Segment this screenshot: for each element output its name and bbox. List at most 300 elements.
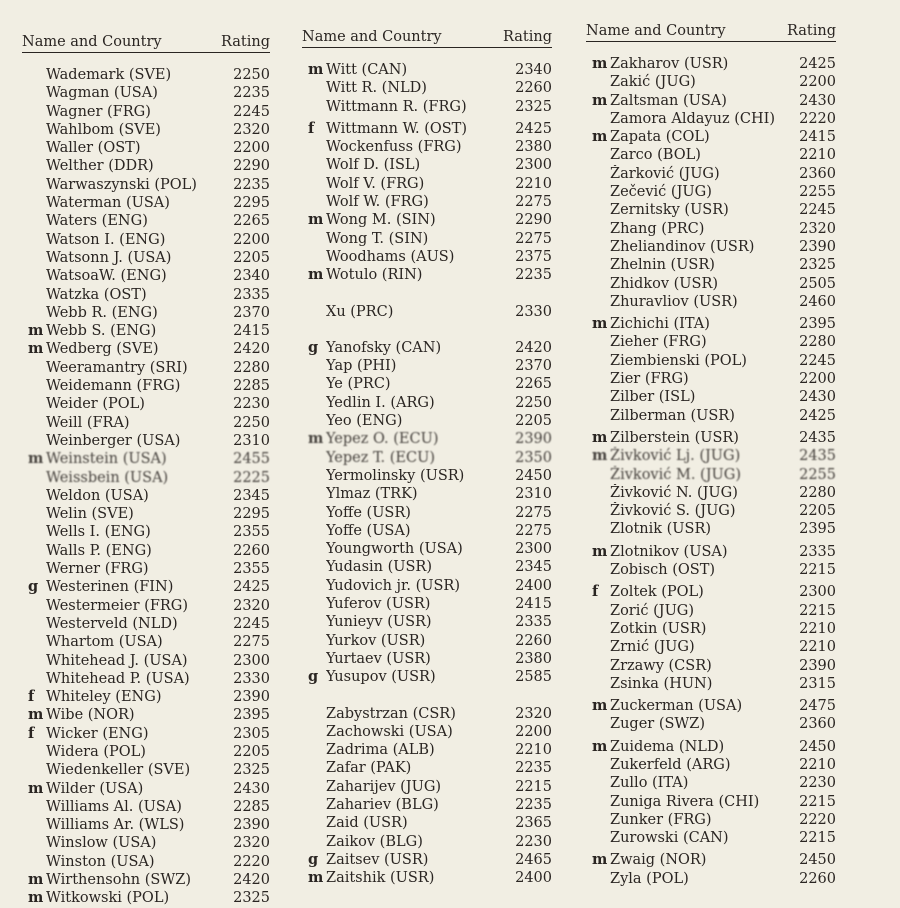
table-row: [302, 632, 552, 650]
title-marker: m: [28, 450, 44, 468]
header-rating: Rating: [503, 29, 552, 45]
title-marker: [22, 249, 46, 267]
title-marker: [22, 395, 46, 413]
title-marker: [302, 193, 326, 211]
player-name-country: Winslow (USA): [46, 835, 157, 852]
player-name-country: Zobisch (OST): [610, 562, 716, 579]
player-rating: 2380: [515, 650, 552, 667]
player-rating: 2300: [515, 157, 552, 174]
title-marker: [22, 487, 46, 505]
player-rating: 2415: [799, 129, 836, 146]
player-rating: 2325: [233, 762, 270, 779]
title-marker: [586, 756, 610, 774]
table-row: [302, 266, 552, 284]
player-name-country: Zrzawy (CSR): [610, 657, 712, 674]
table-row: [586, 128, 836, 146]
table-row: [22, 267, 270, 285]
player-rating: 2200: [233, 231, 270, 248]
title-marker: [302, 540, 326, 558]
title-marker: [22, 286, 46, 304]
player-name-country: Zilber (ISL): [610, 389, 696, 406]
player-name-country: Welther (DDR): [46, 158, 154, 175]
player-rating: 2245: [233, 615, 270, 632]
title-marker: m: [592, 542, 608, 560]
player-name-country: Woodhams (AUS): [326, 248, 455, 265]
player-name-country: Zaitshik (USR): [326, 870, 435, 887]
title-marker: [22, 798, 46, 816]
table-row: [586, 146, 836, 164]
player-name-country: Yoffe (USA): [326, 522, 411, 539]
player-rating: 2275: [233, 634, 270, 651]
player-rating: 2430: [799, 389, 836, 406]
player-name-country: Westerinen (FIN): [46, 579, 174, 596]
table-row: [586, 738, 836, 756]
player-rating: 2210: [799, 620, 836, 637]
player-name-country: Zadrima (ALB): [326, 742, 435, 759]
player-name-country: Zakharov (USR): [610, 56, 729, 72]
player-rating: 2260: [515, 80, 552, 97]
table-row: [22, 212, 270, 230]
player-rating: 2235: [515, 267, 552, 284]
player-rating: 2290: [233, 158, 270, 175]
table-row: [586, 73, 836, 91]
title-marker: [22, 84, 46, 102]
player-name-country: Whiteley (ENG): [46, 689, 162, 706]
title-marker: [22, 414, 46, 432]
player-name-country: Xu (PRC): [326, 303, 394, 320]
player-rating: 2320: [233, 121, 270, 138]
table-row: [302, 175, 552, 193]
player-name-country: Ziembienski (POL): [610, 352, 747, 369]
player-rating: 2345: [233, 487, 270, 504]
table-row: [586, 774, 836, 792]
title-marker: m: [28, 779, 44, 797]
player-rating: 2210: [799, 147, 836, 164]
title-marker: [22, 615, 46, 633]
title-marker: [22, 66, 46, 84]
table-row: [22, 432, 270, 450]
player-rating: 2280: [799, 334, 836, 351]
player-name-country: Wolf V. (FRG): [326, 175, 425, 192]
table-row: [302, 759, 552, 777]
player-name-country: Weldon (USA): [46, 487, 149, 504]
player-name-country: Zuniga Rivera (CHI): [610, 793, 760, 810]
player-rating: 2210: [799, 639, 836, 656]
title-marker: [22, 212, 46, 230]
player-rating: 2420: [515, 339, 552, 356]
player-rating: 2335: [799, 543, 836, 560]
table-row: [302, 650, 552, 668]
table-row: [22, 523, 270, 541]
table-row: [302, 833, 552, 851]
player-rating: 2215: [799, 602, 836, 619]
table-row: [586, 201, 836, 219]
title-marker: [22, 157, 46, 175]
title-marker: [586, 870, 610, 888]
player-name-country: Zukerfeld (ARG): [610, 756, 731, 773]
table-row: [302, 449, 552, 467]
table-row: [302, 485, 552, 503]
player-rating: 2395: [799, 316, 836, 333]
player-rating: 2275: [515, 504, 552, 521]
title-marker: m: [308, 430, 324, 448]
player-rating: 2320: [515, 705, 552, 722]
player-rating: 2420: [233, 872, 270, 889]
player-rating: 2200: [799, 371, 836, 388]
title-marker: [22, 834, 46, 852]
title-marker: m: [592, 55, 608, 72]
title-marker: [586, 220, 610, 238]
player-rating: 2400: [515, 870, 552, 887]
table-row: [22, 322, 270, 340]
title-marker: m: [592, 315, 608, 333]
table-row: [302, 741, 552, 759]
title-marker: [302, 522, 326, 540]
player-name-country: Ylmaz (TRK): [326, 486, 418, 503]
title-marker: [22, 505, 46, 523]
title-marker: [586, 183, 610, 201]
player-rating: 2210: [515, 742, 552, 759]
player-name-country: Zier (FRG): [610, 371, 689, 388]
table-row: [586, 811, 836, 829]
player-name-country: Zaitsev (USR): [326, 851, 429, 868]
table-row: [22, 889, 270, 907]
title-marker: [22, 560, 46, 578]
table-row: [22, 578, 270, 596]
table-row: [586, 697, 836, 715]
player-name-country: Yurkov (USR): [326, 632, 426, 649]
title-marker: [586, 829, 610, 847]
title-marker: m: [592, 447, 608, 465]
title-marker: m: [592, 91, 608, 109]
title-marker: m: [28, 706, 44, 724]
player-name-country: Zoltek (POL): [610, 584, 704, 601]
title-marker: [586, 352, 610, 370]
column-header: [586, 23, 836, 42]
player-rating: 2205: [799, 503, 836, 520]
title-marker: [586, 333, 610, 351]
player-rating: 2245: [799, 352, 836, 369]
player-name-country: Wittmann W. (OST): [326, 120, 468, 137]
player-name-country: Wells I. (ENG): [46, 524, 151, 541]
table-row: [22, 286, 270, 304]
player-name-country: Zečević (JUG): [610, 184, 712, 201]
player-rating: 2345: [515, 559, 552, 576]
title-marker: g: [308, 668, 319, 686]
title-marker: [22, 523, 46, 541]
column-3: [586, 23, 836, 888]
player-name-country: Zurowski (CAN): [610, 830, 729, 847]
player-rating: 2235: [233, 85, 270, 102]
player-name-country: Witt (CAN): [326, 62, 408, 78]
player-name-country: Whitehead P. (USA): [46, 670, 190, 687]
title-marker: f: [592, 583, 599, 601]
table-row: [302, 430, 552, 448]
player-name-country: Watsonn J. (USA): [46, 249, 172, 266]
player-name-country: Zamora Aldayuz (CHI): [610, 110, 775, 127]
player-name-country: Zaltsman (USA): [610, 92, 727, 109]
player-name-country: Zafar (PAK): [326, 760, 412, 777]
player-name-country: Wirthensohn (SWZ): [46, 872, 191, 889]
table-row: [586, 92, 836, 110]
header-name-and-country: Name and Country: [302, 29, 442, 45]
player-rating: 2390: [515, 431, 552, 448]
player-name-country: Yoffe (USR): [326, 504, 411, 521]
table-row: [302, 79, 552, 97]
player-rating: 2380: [515, 139, 552, 156]
player-rating: 2395: [799, 521, 836, 538]
player-rating: 2250: [233, 414, 270, 431]
title-marker: [586, 502, 610, 520]
player-rating: 2355: [233, 561, 270, 578]
player-name-country: Wiedenkeller (SVE): [46, 762, 191, 779]
player-name-country: Westerveld (NLD): [46, 615, 178, 632]
player-rating: 2450: [799, 738, 836, 755]
player-rating: 2355: [233, 524, 270, 541]
player-rating: 2450: [515, 467, 552, 484]
player-name-country: Zaid (USR): [326, 815, 408, 832]
player-name-country: Youngworth (USA): [326, 541, 463, 558]
player-rating: 2340: [233, 268, 270, 285]
title-marker: [586, 811, 610, 829]
player-rating: 2455: [233, 451, 270, 468]
player-name-country: Zlotnik (USR): [610, 521, 712, 538]
title-marker: [22, 176, 46, 194]
title-marker: [302, 759, 326, 777]
table-row: [22, 633, 270, 651]
table-row: [302, 668, 552, 686]
player-rating: 2200: [799, 74, 836, 91]
player-rating: 2335: [233, 286, 270, 303]
player-name-country: Yudasin (USR): [326, 559, 432, 576]
title-marker: m: [308, 869, 324, 887]
table-row: [302, 814, 552, 832]
title-marker: [22, 597, 46, 615]
player-name-country: Zieher (FRG): [610, 334, 707, 351]
player-name-country: Witt R. (NLD): [326, 80, 427, 97]
player-name-country: Yepez T. (ECU): [326, 449, 435, 466]
player-name-country: Weeramantry (SRI): [46, 359, 188, 376]
player-rating: 2375: [515, 248, 552, 265]
table-row: [302, 467, 552, 485]
player-name-country: Weinberger (USA): [46, 432, 181, 449]
player-rating: 2295: [233, 506, 270, 523]
title-marker: m: [308, 61, 324, 78]
player-name-country: Yusupov (USR): [326, 669, 436, 686]
title-marker: [302, 412, 326, 430]
player-rating: 2330: [233, 670, 270, 687]
player-name-country: Yeo (ENG): [326, 413, 403, 430]
title-marker: [302, 595, 326, 613]
player-rating: 2280: [799, 484, 836, 501]
player-name-country: Wolf W. (FRG): [326, 194, 429, 211]
table-row: [586, 352, 836, 370]
table-row: [302, 120, 552, 138]
title-marker: m: [592, 697, 608, 715]
title-marker: [302, 558, 326, 576]
player-rating: 2365: [515, 815, 552, 832]
table-row: [586, 520, 836, 538]
table-row: [586, 429, 836, 447]
table-row: [586, 333, 836, 351]
player-rating: 2250: [515, 394, 552, 411]
player-name-country: Živković N. (JUG): [610, 484, 738, 501]
title-marker: [586, 407, 610, 425]
table-row: [586, 715, 836, 733]
title-marker: [302, 467, 326, 485]
table-row: [22, 340, 270, 358]
title-marker: [22, 761, 46, 779]
table-row: [22, 414, 270, 432]
title-marker: [586, 466, 610, 484]
player-name-country: Wagman (USA): [46, 85, 158, 102]
player-name-country: Wademark (SVE): [46, 67, 172, 83]
table-row: [586, 851, 836, 869]
player-name-country: WatsoaW. (ENG): [46, 268, 167, 285]
title-marker: [22, 377, 46, 395]
player-rating: 2435: [799, 429, 836, 446]
column-2: [302, 29, 552, 887]
table-row: [586, 165, 836, 183]
player-name-country: Zuidema (NLD): [610, 738, 725, 755]
section-gap: [302, 321, 552, 339]
column-1: [22, 34, 270, 908]
table-row: [22, 871, 270, 889]
table-row: [302, 540, 552, 558]
section-gap: [302, 687, 552, 705]
table-row: [22, 377, 270, 395]
player-name-country: Williams Al. (USA): [46, 798, 182, 815]
player-rating: 2265: [233, 213, 270, 230]
player-rating: 2320: [233, 597, 270, 614]
player-name-country: Živković S. (JUG): [610, 503, 736, 520]
player-rating: 2310: [515, 486, 552, 503]
player-name-country: Williams Ar. (WLS): [46, 817, 185, 834]
table-row: [586, 583, 836, 601]
table-row: [22, 249, 270, 267]
player-name-country: Wahlbom (SVE): [46, 121, 161, 138]
player-rating: 2430: [799, 92, 836, 109]
table-row: [302, 339, 552, 357]
table-row: [22, 688, 270, 706]
title-marker: [586, 388, 610, 406]
rating-list: [586, 55, 836, 888]
table-row: [22, 706, 270, 724]
player-name-country: Wedberg (SVE): [46, 341, 159, 358]
table-row: [22, 652, 270, 670]
player-name-country: Zorić (JUG): [610, 602, 695, 619]
player-name-country: Wagner (FRG): [46, 103, 151, 120]
player-name-country: Whartom (USA): [46, 634, 163, 651]
player-name-country: Zunker (FRG): [610, 811, 712, 828]
table-row: [302, 230, 552, 248]
player-rating: 2360: [799, 716, 836, 733]
table-row: [22, 780, 270, 798]
title-marker: f: [28, 688, 35, 706]
title-marker: [22, 633, 46, 651]
title-marker: g: [308, 338, 319, 356]
table-row: [586, 220, 836, 238]
player-name-country: Živković Lj. (JUG): [610, 448, 741, 465]
player-rating: 2220: [233, 853, 270, 870]
player-name-country: Zotkin (USR): [610, 620, 707, 637]
player-name-country: Zwaig (NOR): [610, 852, 707, 869]
table-row: [302, 796, 552, 814]
player-rating: 2400: [515, 577, 552, 594]
player-rating: 2250: [233, 67, 270, 83]
section-gap: [302, 285, 552, 303]
title-marker: [302, 705, 326, 723]
table-row: [586, 110, 836, 128]
table-row: [22, 560, 270, 578]
player-rating: 2260: [233, 542, 270, 559]
title-marker: [302, 156, 326, 174]
player-rating: 2415: [233, 323, 270, 340]
rating-list: [302, 61, 552, 887]
title-marker: [302, 138, 326, 156]
table-row: [586, 543, 836, 561]
player-name-country: Yunieyv (USR): [326, 614, 432, 631]
table-row: [22, 761, 270, 779]
player-rating: 2320: [799, 220, 836, 237]
title-marker: [22, 469, 46, 487]
player-name-country: Yudovich jr. (USR): [326, 577, 460, 594]
player-name-country: Waters (ENG): [46, 213, 148, 230]
title-marker: [586, 620, 610, 638]
table-row: [22, 395, 270, 413]
table-row: [302, 613, 552, 631]
title-marker: [22, 743, 46, 761]
player-rating: 2295: [233, 195, 270, 212]
title-marker: [586, 774, 610, 792]
header-name-and-country: Name and Country: [586, 23, 726, 39]
table-row: [22, 359, 270, 377]
table-row: [22, 231, 270, 249]
player-name-country: Wockenfuss (FRG): [326, 139, 462, 156]
table-row: [22, 816, 270, 834]
player-rating: 2420: [233, 341, 270, 358]
player-rating: 2390: [799, 657, 836, 674]
player-rating: 2415: [515, 596, 552, 613]
player-rating: 2425: [233, 579, 270, 596]
table-row: [302, 595, 552, 613]
player-name-country: Yedlin I. (ARG): [326, 394, 435, 411]
title-marker: [586, 238, 610, 256]
table-row: [302, 357, 552, 375]
player-rating: 2300: [515, 541, 552, 558]
header-rating: Rating: [221, 34, 270, 50]
player-name-country: Westermeier (FRG): [46, 597, 189, 614]
player-rating: 2275: [515, 194, 552, 211]
table-row: [586, 870, 836, 888]
column-header: [302, 29, 552, 48]
title-marker: [22, 121, 46, 139]
title-marker: [302, 230, 326, 248]
title-marker: [586, 201, 610, 219]
player-rating: 2230: [233, 396, 270, 413]
title-marker: [302, 577, 326, 595]
title-marker: [586, 256, 610, 274]
player-rating: 2245: [233, 103, 270, 120]
title-marker: [22, 652, 46, 670]
player-rating: 2390: [799, 238, 836, 255]
player-name-country: Zilberman (USR): [610, 407, 735, 424]
table-row: [586, 561, 836, 579]
table-row: [586, 407, 836, 425]
player-rating: 2255: [799, 184, 836, 201]
player-name-country: Zhidkov (USR): [610, 275, 719, 292]
player-name-country: Werner (FRG): [46, 561, 149, 578]
